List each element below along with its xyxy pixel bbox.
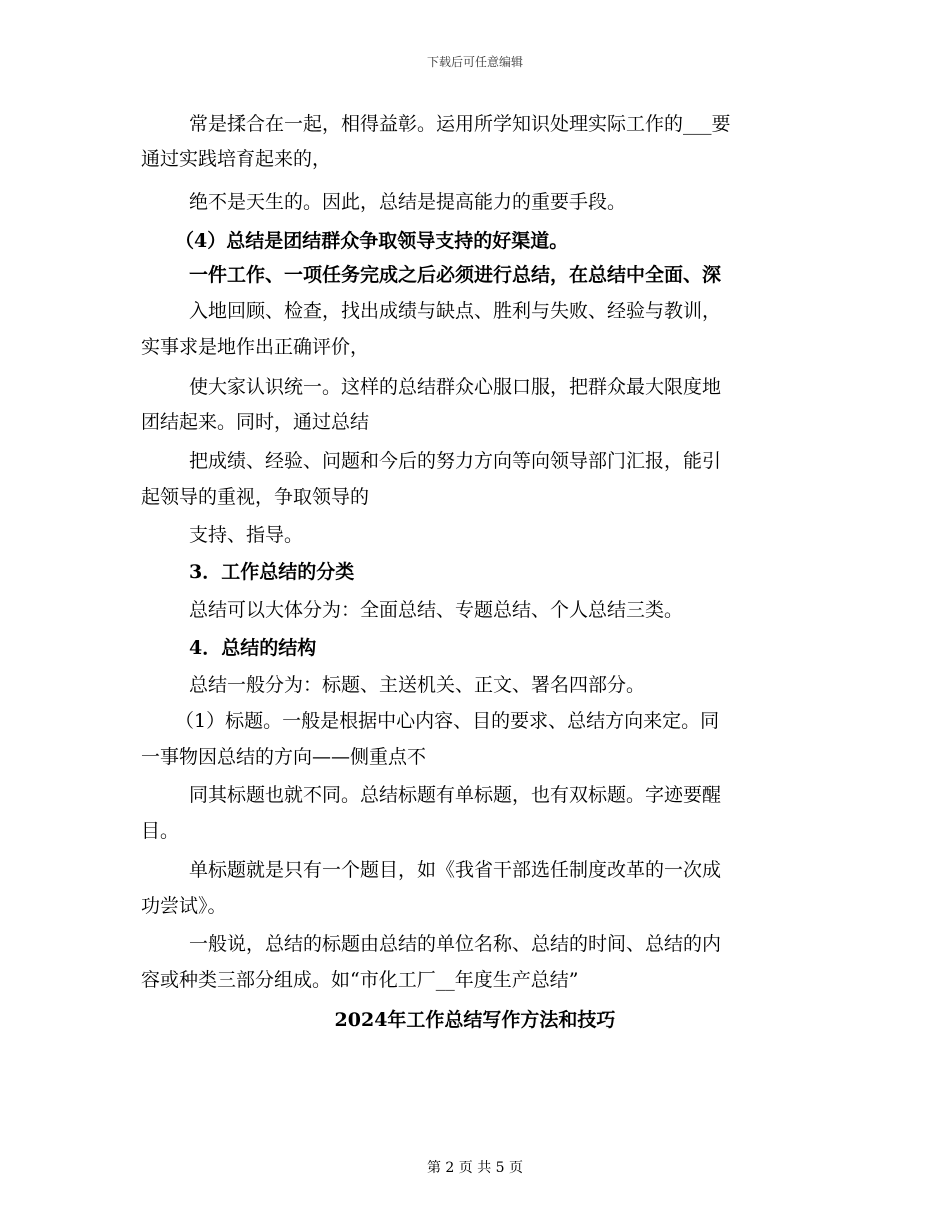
paragraph-line: 一件工作、一项任务完成之后必须进行总结，在总结中全面、深 xyxy=(189,264,722,286)
paragraph-line: 把成绩、经验、问题和今后的努力方向等向领导部门汇报，能引 xyxy=(189,450,722,472)
section-heading: （4）总结是团结群众争取领导支持的好渠道。 xyxy=(175,230,569,252)
page-header: 下载后可任意编辑 xyxy=(426,55,523,69)
paragraph-line: 一般说，总结的标题由总结的单位名称、总结的时间、总结的内 xyxy=(189,933,722,955)
paragraph-line: 绝不是天生的。因此，总结是提高能力的重要手段。 xyxy=(189,191,627,213)
paragraph-line: 目。 xyxy=(141,820,180,842)
page-footer: 第 2 页 共 5 页 xyxy=(426,1160,524,1176)
section-heading: 4．总结的结构 xyxy=(189,637,317,659)
paragraph-line: 入地回顾、检查，找出成绩与缺点、胜利与失败、经验与教训， xyxy=(189,300,722,322)
paragraph-line: 支持、指导。 xyxy=(189,524,304,546)
paragraph-line: 起领导的重视，争取领导的 xyxy=(141,486,370,508)
paragraph-line: 使大家认识统一。这样的总结群众心服口服，把群众最大限度地 xyxy=(189,376,722,398)
paragraph-line: 团结起来。同时，通过总结 xyxy=(141,411,370,433)
paragraph-line: 常是揉合在一起，相得益彰。运用所学知识处理实际工作的___要 xyxy=(189,113,731,135)
paragraph-line: 通过实践培育起来的， xyxy=(141,148,332,170)
paragraph-line: 同其标题也就不同。总结标题有单标题，也有双标题。字迹要醒 xyxy=(189,784,722,806)
paragraph-line: 功尝试》。 xyxy=(141,895,227,917)
paragraph-line: （1）标题。一般是根据中心内容、目的要求、总结方向来定。同 xyxy=(175,710,720,732)
paragraph-line: 单标题就是只有一个题目，如《我省干部选任制度改革的一次成 xyxy=(189,859,722,881)
paragraph-line: 一事物因总结的方向——侧重点不 xyxy=(141,746,427,768)
document-title: 2024年工作总结写作方法和技巧 xyxy=(334,1009,616,1031)
paragraph-line: 总结可以大体分为：全面总结、专题总结、个人总结三类。 xyxy=(189,599,684,621)
paragraph-line: 容或种类三部分组成。如“市化工厂__年度生产总结” xyxy=(141,969,579,991)
paragraph-line: 实事求是地作出正确评价， xyxy=(141,336,370,358)
paragraph-line: 总结一般分为：标题、主送机关、正文、署名四部分。 xyxy=(189,674,646,696)
section-heading: 3．工作总结的分类 xyxy=(189,561,355,583)
